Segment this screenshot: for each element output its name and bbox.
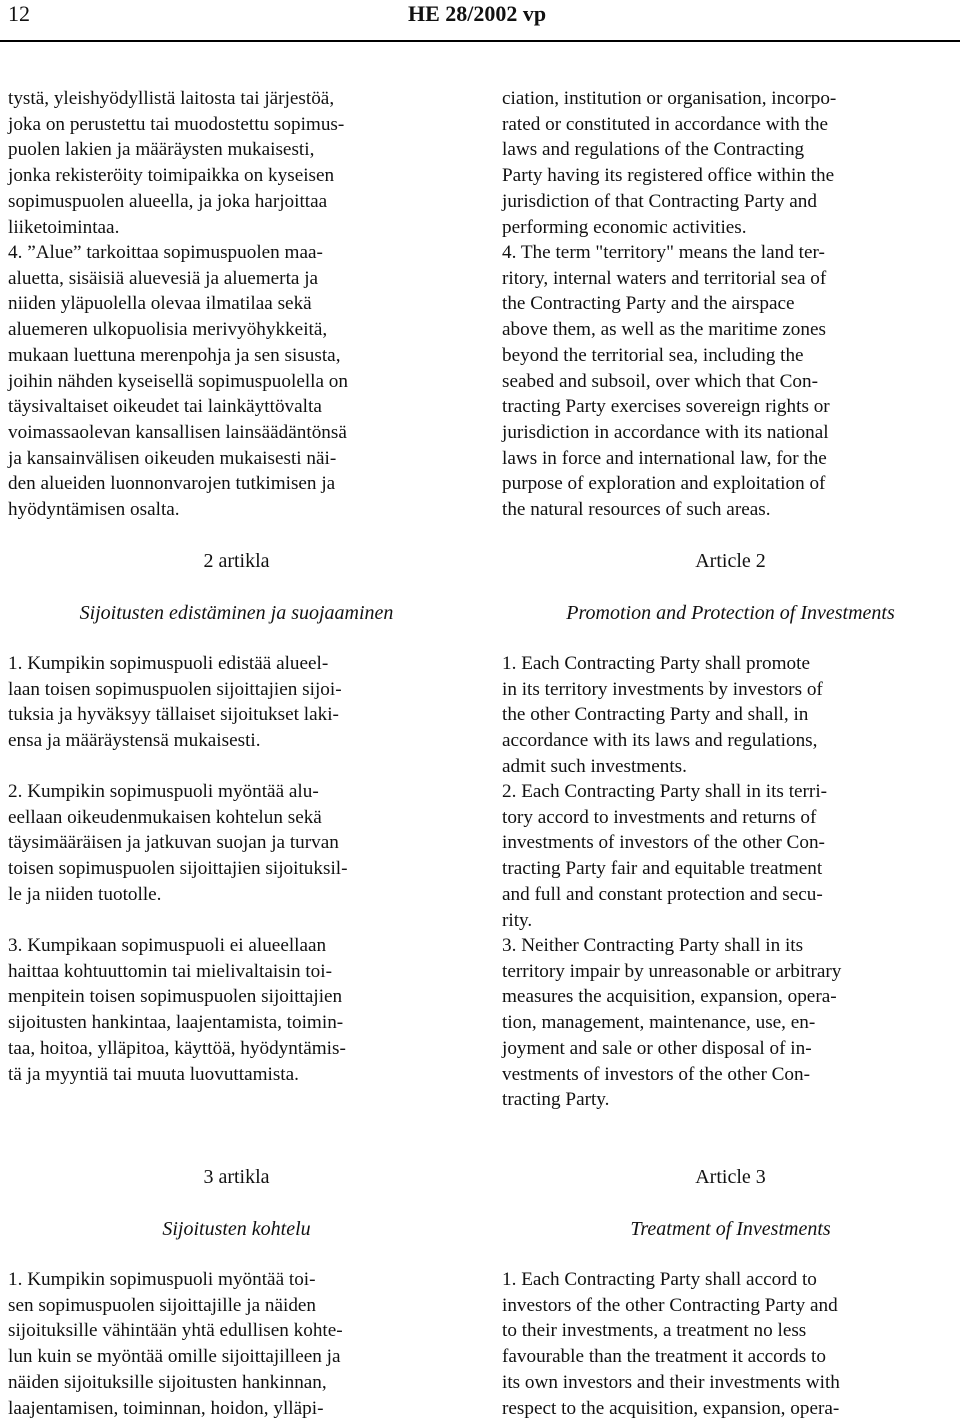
- text-line: the natural resources of such areas.: [502, 499, 771, 521]
- text-line: eellaan oikeudenmukaisen kohtelun sekä: [8, 806, 322, 828]
- text-line: ciation, institution or organisation, incorpo-: [502, 88, 837, 109]
- article-3-para-1: [8, 1267, 465, 1421]
- text-line: 1. Each Contracting Party shall promote: [502, 653, 810, 674]
- para-4-territory: [8, 240, 465, 523]
- text-line: vestments of investors of the other Con-: [502, 1063, 811, 1085]
- article-2-para-2: [8, 779, 465, 908]
- text-line: its own investors and their investments with: [502, 1371, 840, 1393]
- text-line: respect to the acquisition, expansion, opera-: [502, 1397, 840, 1419]
- article-2-para-3: [8, 933, 465, 1087]
- text-line: tory accord to investments and returns of: [502, 806, 817, 828]
- text-line: the other Contracting Party and shall, in: [502, 704, 809, 726]
- text-line: ritory, internal waters and territorial sea of: [502, 267, 827, 289]
- text-line: puolen lakien ja määräysten mukaisesti,: [8, 139, 315, 161]
- text-line: ja kansainvälisen oikeuden mukaisesti näi-: [8, 447, 337, 469]
- text-line: 3. Neither Contracting Party shall in its: [502, 935, 804, 956]
- text-line: den alueiden luonnonvarojen tutkimisen ja: [8, 473, 336, 495]
- text-line: above them, as well as the maritime zones: [502, 319, 826, 341]
- text-line: laws and regulations of the Contracting: [502, 139, 805, 161]
- text-line: aluetta, sisäisiä aluevesiä ja aluemerta ja: [8, 267, 319, 289]
- text-line: purpose of exploration and exploitation of: [502, 473, 826, 495]
- text-line: Party having its registered office within the: [502, 165, 835, 187]
- document-id: HE 28/2002 vp: [408, 1, 547, 26]
- text-line: haittaa kohtuuttomin tai mielivaltaisin toi-: [8, 960, 332, 982]
- text-line: beyond the territorial sea, including the: [502, 344, 804, 366]
- text-line: investments of investors of the other Con-: [502, 832, 825, 854]
- text-line: joyment and sale or other disposal of in-: [502, 1037, 812, 1059]
- page-number: 12: [8, 1, 30, 26]
- text-line: jurisdiction of that Contracting Party and: [502, 190, 817, 212]
- text-line: 1. Kumpikin sopimuspuoli edistää alueel-: [8, 653, 329, 674]
- article-2-para-1: [8, 651, 465, 754]
- text-line: täysimääräisen ja jatkuvan suojan ja turvan: [8, 832, 339, 854]
- text-line: joihin nähden kyseisellä sopimuspuolella on: [8, 370, 348, 392]
- text-line: tion, management, maintenance, use, en-: [502, 1012, 816, 1034]
- article-3-para-1: [502, 1267, 959, 1421]
- text-line: accordance with its laws and regulations,: [502, 730, 818, 752]
- article-3-title: Sijoitusten kohtelu: [162, 1218, 311, 1240]
- text-line: sijoituksille vähintään yhtä edullisen kohte-: [8, 1320, 343, 1342]
- article-2-para-3: [502, 933, 959, 1113]
- text-line: 2. Kumpikin sopimuspuoli myöntää alu-: [8, 781, 319, 802]
- text-line: ensa ja määräystensä mukaisesti.: [8, 730, 261, 752]
- text-line: laan toisen sopimuspuolen sijoittajien sijoi-: [8, 678, 342, 700]
- text-line: täysivaltaiset oikeudet tai lainkäyttövalta: [8, 396, 322, 418]
- article-2-para-2: [502, 779, 959, 933]
- text-line: laws in force and international law, for the: [502, 447, 827, 469]
- text-line: aluemeren ulkopuolisia merivyöhykkeitä,: [8, 319, 328, 341]
- text-line: rated or constituted in accordance with the: [502, 113, 829, 135]
- text-line: measures the acquisition, expansion, opera-: [502, 986, 837, 1008]
- text-line: 1. Each Contracting Party shall accord to: [502, 1269, 817, 1290]
- para-continued: [502, 86, 959, 240]
- text-line: tuksia ja hyväksyy tällaiset sijoitukset laki-: [8, 704, 339, 726]
- text-line: laajentamisen, toiminnan, hoidon, ylläpi-: [8, 1397, 324, 1419]
- para-continued: [8, 86, 465, 240]
- para-4-territory: [502, 240, 959, 523]
- text-line: sijoitusten hankintaa, laajentamista, toimin-: [8, 1012, 344, 1034]
- text-line: tracting Party.: [502, 1089, 610, 1111]
- text-line: niiden yläpuolella olevaa ilmatilaa sekä: [8, 293, 312, 315]
- text-line: liiketoimintaa.: [8, 216, 120, 238]
- text-line: and full and constant protection and secu-: [502, 883, 823, 905]
- text-line: tä ja myyntiä tai muuta luovuttamista.: [8, 1063, 299, 1085]
- text-line: investors of the other Contracting Party and: [502, 1294, 838, 1316]
- text-line: voimassaolevan kansallisen lainsäädäntönsä: [8, 421, 347, 443]
- text-line: lun kuin se myöntää omille sijoittajilleen ja: [8, 1346, 341, 1368]
- page-header: [0, 0, 960, 40]
- text-line: jurisdiction in accordance with its national: [502, 421, 829, 443]
- text-line: 2. Each Contracting Party shall in its terri-: [502, 781, 828, 802]
- text-line: menpitein toisen sopimuspuolen sijoittajien: [8, 986, 343, 1008]
- article-2-title: Sijoitusten edistäminen ja suojaaminen: [79, 602, 394, 624]
- text-line: jonka rekisteröity toimipaikka on kyseisen: [8, 165, 335, 187]
- text-line: näiden sijoituksille sijoitusten hankinnan,: [8, 1371, 327, 1393]
- article-2-heading: Article 2: [695, 550, 766, 572]
- text-line: tystä, yleishyödyllistä laitosta tai järjestöä,: [8, 88, 335, 109]
- text-line: admit such investments.: [502, 755, 687, 777]
- text-line: to their investments, a treatment no less: [502, 1320, 807, 1342]
- article-3-title: Treatment of Investments: [630, 1218, 831, 1240]
- text-line: territory impair by unreasonable or arbitrary: [502, 960, 842, 982]
- text-line: 1. Kumpikin sopimuspuoli myöntää toi-: [8, 1269, 316, 1290]
- text-line: tracting Party exercises sovereign rights or: [502, 396, 830, 418]
- text-line: the Contracting Party and the airspace: [502, 293, 795, 315]
- text-line: performing economic activities.: [502, 216, 747, 238]
- text-line: 4. ”Alue” tarkoittaa sopimuspuolen maa-: [8, 242, 323, 263]
- text-line: tracting Party fair and equitable treatment: [502, 858, 823, 880]
- article-2-heading: 2 artikla: [203, 550, 270, 572]
- text-line: rity.: [502, 909, 533, 931]
- text-line: taa, hoitoa, ylläpitoa, käyttöä, hyödyntämis-: [8, 1037, 346, 1059]
- text-line: le ja niiden tuotolle.: [8, 883, 162, 905]
- text-line: mukaan luettuna merenpohja ja sen sisusta,: [8, 344, 341, 366]
- article-3-heading: 3 artikla: [203, 1166, 270, 1188]
- text-line: favourable than the treatment it accords to: [502, 1346, 826, 1368]
- article-3-heading: Article 3: [695, 1166, 766, 1188]
- text-line: sen sopimuspuolen sijoittajille ja näiden: [8, 1294, 317, 1316]
- text-line: 3. Kumpikaan sopimuspuoli ei alueellaan: [8, 935, 327, 956]
- article-2-title: Promotion and Protection of Investments: [566, 602, 895, 624]
- text-line: toisen sopimuspuolen sijoittajien sijoituksil-: [8, 858, 348, 880]
- text-line: hyödyntämisen osalta.: [8, 499, 180, 521]
- article-2-para-1: [502, 651, 959, 780]
- text-line: 4. The term "territory" means the land ter-: [502, 242, 825, 263]
- text-line: in its territory investments by investors of: [502, 678, 823, 700]
- text-line: seabed and subsoil, over which that Con-: [502, 370, 818, 392]
- header-rule: [0, 40, 960, 42]
- text-line: joka on perustettu tai muodostettu sopimus-: [8, 113, 345, 135]
- text-line: sopimuspuolen alueella, ja joka harjoittaa: [8, 190, 328, 212]
